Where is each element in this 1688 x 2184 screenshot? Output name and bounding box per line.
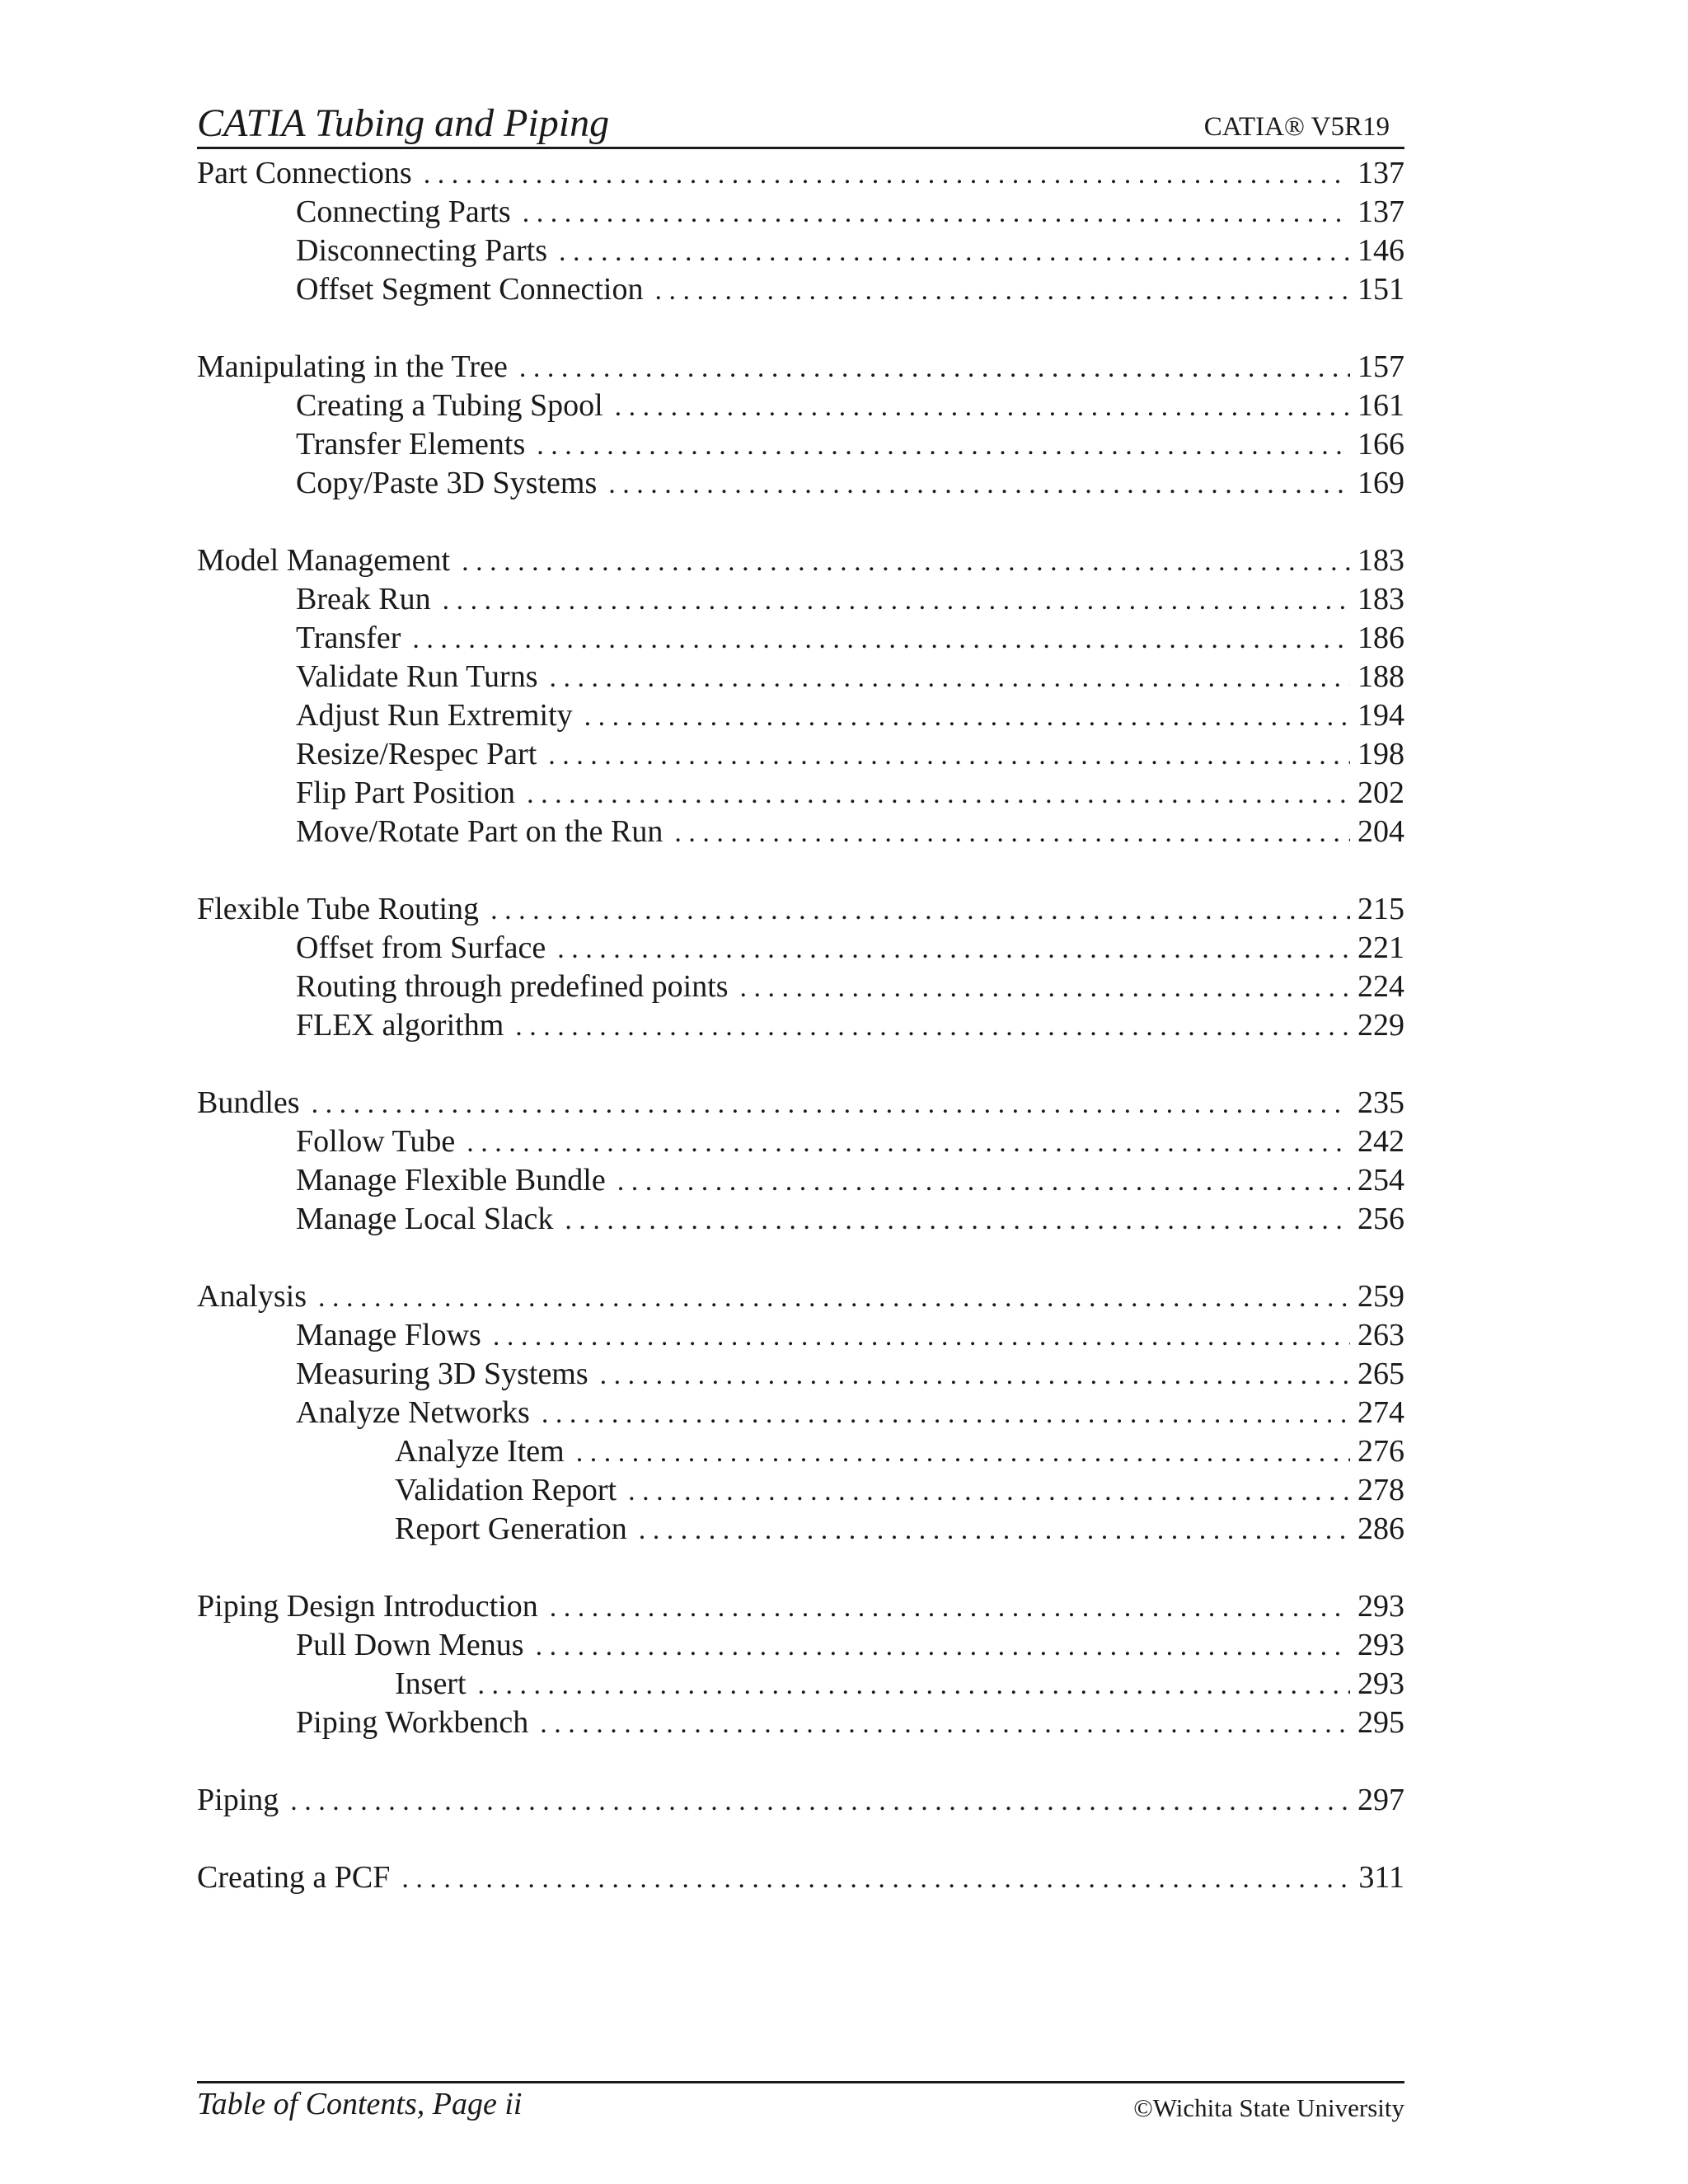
dot-leader — [740, 968, 1350, 1007]
toc-entry-label: Validate Run Turns — [296, 659, 538, 694]
toc-entry-page-number: 263 — [1357, 1318, 1404, 1352]
toc-entry-label: Routing through predefined points — [296, 969, 729, 1004]
footer-copyright: ©Wichita State University — [1133, 2093, 1404, 2122]
toc-entry-label: Piping — [197, 1783, 279, 1817]
toc-entry-page-number: 183 — [1357, 543, 1404, 578]
toc-entry-page-number: 151 — [1357, 272, 1404, 307]
toc-entry[interactable] — [197, 348, 1404, 387]
toc-entry[interactable] — [197, 1510, 1404, 1549]
dot-leader — [557, 930, 1350, 968]
toc-entry-page-number: 221 — [1357, 930, 1404, 965]
toc-entry-label: Creating a PCF — [197, 1860, 391, 1895]
toc-entry-label: Validation Report — [395, 1473, 617, 1507]
toc-entry-page-number: 188 — [1357, 659, 1404, 694]
toc-entry-page-number: 183 — [1357, 582, 1404, 616]
dot-leader — [412, 620, 1350, 658]
toc-entry-label: Resize/Respec Part — [296, 737, 537, 771]
dot-leader — [519, 349, 1350, 387]
toc-entry-label: Follow Tube — [296, 1124, 456, 1159]
toc-entry[interactable] — [197, 1858, 1404, 1897]
toc-entry-page-number: 278 — [1357, 1473, 1404, 1507]
toc-entry-label: FLEX algorithm — [296, 1008, 504, 1043]
toc-entry-label: Report Generation — [395, 1511, 627, 1546]
toc-entry-label: Analysis — [197, 1279, 307, 1314]
toc-entry-page-number: 293 — [1357, 1589, 1404, 1624]
dot-leader — [674, 813, 1350, 852]
toc-entry-page-number: 242 — [1357, 1124, 1404, 1159]
toc-entry[interactable] — [197, 890, 1404, 929]
software-version: CATIA® V5R19 — [1203, 112, 1390, 142]
dot-leader — [401, 1859, 1350, 1898]
toc-entry[interactable] — [197, 154, 1404, 193]
dot-leader — [540, 1704, 1350, 1743]
toc-entry-page-number: 293 — [1357, 1666, 1404, 1701]
toc-entry-label: Disconnecting Parts — [296, 233, 548, 268]
toc-entry-label: Pull Down Menus — [296, 1628, 524, 1662]
toc-entry-label: Adjust Run Extremity — [296, 698, 573, 733]
dot-leader — [312, 1085, 1350, 1123]
toc-entry-page-number: 274 — [1357, 1395, 1404, 1430]
toc-entry-page-number: 224 — [1357, 969, 1404, 1004]
toc-entry-label: Bundles — [197, 1085, 300, 1120]
toc-entry-label: Manage Flexible Bundle — [296, 1163, 606, 1197]
toc-entry-page-number: 204 — [1357, 814, 1404, 849]
dot-leader — [493, 1317, 1350, 1356]
toc-entry[interactable] — [197, 425, 1404, 464]
dot-leader — [443, 581, 1350, 620]
toc-entry[interactable] — [197, 1781, 1404, 1820]
toc-entry-page-number: 276 — [1357, 1434, 1404, 1469]
toc-entry[interactable] — [197, 619, 1404, 658]
toc-entry[interactable] — [197, 1471, 1404, 1510]
dot-leader — [523, 194, 1350, 232]
toc-entry-label: Manage Local Slack — [296, 1202, 554, 1236]
toc-entry[interactable] — [197, 1665, 1404, 1704]
page-header — [197, 97, 1404, 149]
toc-entry-page-number: 295 — [1357, 1705, 1404, 1740]
toc-entry[interactable] — [197, 735, 1404, 774]
toc-entry-label: Manage Flows — [296, 1318, 481, 1352]
toc-entry[interactable] — [197, 968, 1404, 1006]
dot-leader — [600, 1356, 1350, 1394]
toc-entry[interactable] — [197, 193, 1404, 232]
toc-entry-page-number: 235 — [1357, 1085, 1404, 1120]
dot-leader — [654, 271, 1350, 310]
dot-leader — [478, 1666, 1350, 1704]
dot-leader — [424, 155, 1350, 194]
toc-entry-label: Transfer — [296, 621, 401, 655]
toc-entry-label: Flexible Tube Routing — [197, 892, 480, 926]
toc-entry-page-number: 215 — [1357, 892, 1404, 926]
document-title: CATIA Tubing and Piping — [197, 101, 610, 145]
toc-entry[interactable] — [197, 387, 1404, 425]
toc-entry[interactable] — [197, 1277, 1404, 1316]
toc-entry-page-number: 265 — [1357, 1357, 1404, 1391]
toc-entry-page-number: 254 — [1357, 1163, 1404, 1197]
dot-leader — [548, 736, 1350, 775]
toc-entry-page-number: 293 — [1357, 1628, 1404, 1662]
toc-entry-page-number: 169 — [1357, 466, 1404, 500]
dot-leader — [318, 1278, 1350, 1317]
dot-leader — [615, 387, 1350, 426]
toc-entry[interactable] — [197, 1316, 1404, 1355]
toc-entry-page-number: 256 — [1357, 1202, 1404, 1236]
toc-entry-page-number: 146 — [1357, 233, 1404, 268]
dot-leader — [565, 1201, 1350, 1240]
dot-leader — [628, 1472, 1350, 1511]
toc-entry-label: Part Connections — [197, 156, 412, 190]
dot-leader — [542, 1394, 1350, 1433]
toc-entry[interactable] — [197, 774, 1404, 813]
toc-entry-page-number: 161 — [1357, 388, 1404, 423]
toc-entry[interactable] — [197, 658, 1404, 696]
toc-entry[interactable] — [197, 1587, 1404, 1626]
dot-leader — [559, 232, 1350, 271]
toc-entry[interactable] — [197, 1432, 1404, 1471]
toc-entry[interactable] — [197, 1161, 1404, 1200]
toc-entry-label: Flip Part Position — [296, 776, 516, 810]
toc-entry-label: Measuring 3D Systems — [296, 1357, 588, 1391]
toc-entry-page-number: 194 — [1357, 698, 1404, 733]
toc-entry-page-number: 166 — [1357, 427, 1404, 462]
page-footer — [197, 2081, 1404, 2133]
toc-entry-page-number: 259 — [1357, 1279, 1404, 1314]
toc-entry[interactable] — [197, 929, 1404, 968]
table-of-contents — [197, 154, 1404, 1897]
toc-entry-page-number: 186 — [1357, 621, 1404, 655]
toc-entry-label: Insert — [395, 1666, 467, 1701]
toc-entry[interactable] — [197, 232, 1404, 270]
dot-leader — [467, 1123, 1350, 1162]
toc-entry-label: Connecting Parts — [296, 194, 511, 229]
toc-entry-label: Break Run — [296, 582, 431, 616]
dot-leader — [527, 775, 1350, 813]
toc-entry-label: Offset Segment Connection — [296, 272, 644, 307]
toc-entry[interactable] — [197, 1355, 1404, 1394]
dot-leader — [462, 542, 1350, 581]
dot-leader — [639, 1511, 1350, 1549]
toc-entry[interactable] — [197, 813, 1404, 851]
dot-leader — [549, 658, 1350, 697]
dot-leader — [490, 891, 1350, 930]
toc-entry[interactable] — [197, 541, 1404, 580]
toc-entry-page-number: 286 — [1357, 1511, 1404, 1546]
toc-entry-label: Move/Rotate Part on the Run — [296, 814, 663, 849]
toc-entry-page-number: 311 — [1358, 1860, 1404, 1895]
toc-entry-label: Transfer Elements — [296, 427, 526, 462]
dot-leader — [608, 465, 1350, 504]
dot-leader — [584, 697, 1350, 736]
toc-entry-label: Analyze Networks — [296, 1395, 530, 1430]
toc-entry-label: Copy/Paste 3D Systems — [296, 466, 598, 500]
toc-entry[interactable] — [197, 1626, 1404, 1665]
toc-entry-page-number: 202 — [1357, 776, 1404, 810]
toc-entry[interactable] — [197, 696, 1404, 735]
toc-entry-label: Manipulating in the Tree — [197, 349, 508, 384]
toc-entry[interactable] — [197, 1704, 1404, 1742]
toc-entry-label: Creating a Tubing Spool — [296, 388, 603, 423]
toc-entry-page-number: 297 — [1357, 1783, 1404, 1817]
toc-entry[interactable] — [197, 1122, 1404, 1161]
toc-entry[interactable] — [197, 1006, 1404, 1045]
toc-entry[interactable] — [197, 1084, 1404, 1122]
dot-leader — [576, 1433, 1350, 1472]
toc-entry-label: Analyze Item — [395, 1434, 565, 1469]
toc-entry-label: Offset from Surface — [296, 930, 546, 965]
dot-leader — [515, 1007, 1350, 1046]
footer-page-label: Table of Contents, Page ii — [197, 2087, 523, 2121]
toc-entry-page-number: 198 — [1357, 737, 1404, 771]
dot-leader — [617, 1162, 1350, 1201]
toc-entry-page-number: 137 — [1357, 194, 1404, 229]
toc-entry[interactable] — [197, 580, 1404, 619]
toc-entry-page-number: 137 — [1357, 156, 1404, 190]
toc-entry-label: Piping Design Introduction — [197, 1589, 538, 1624]
dot-leader — [550, 1588, 1350, 1627]
toc-entry-page-number: 157 — [1357, 349, 1404, 384]
toc-entry-label: Piping Workbench — [296, 1705, 529, 1740]
toc-entry-page-number: 229 — [1357, 1008, 1404, 1043]
dot-leader — [537, 426, 1350, 465]
toc-entry[interactable] — [197, 1394, 1404, 1432]
dot-leader — [290, 1782, 1350, 1821]
dot-leader — [536, 1627, 1350, 1666]
toc-entry[interactable] — [197, 464, 1404, 503]
toc-entry[interactable] — [197, 1200, 1404, 1239]
toc-entry-label: Model Management — [197, 543, 451, 578]
toc-entry[interactable] — [197, 270, 1404, 309]
